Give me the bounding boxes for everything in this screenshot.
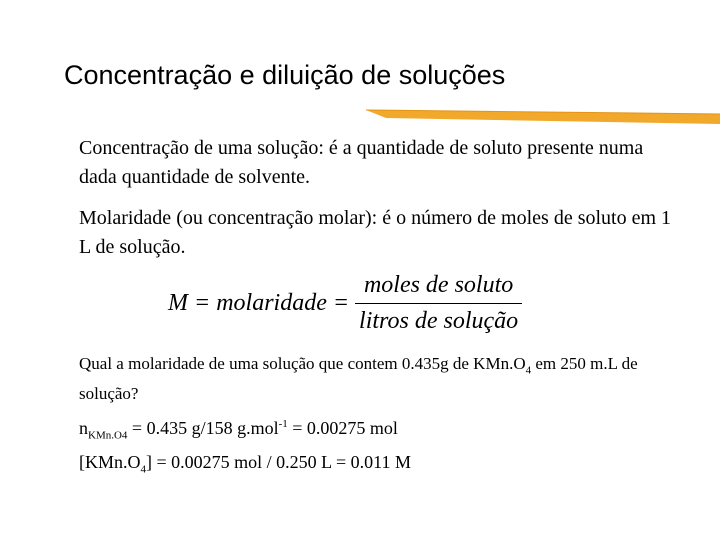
slide-title: Concentração e diluição de soluções [64,60,506,90]
title-underline-decoration [366,104,720,130]
formula-fraction [355,272,522,335]
calculation-moles: $n_{KMn.O4} = 0.435$ g/158 g.mol$^{-1}$ = 0.00275 mol [79,418,398,442]
formula-numerator: moles de soluto [363,272,514,298]
molarity-formula [168,272,522,335]
formula-lhs: M = molaridade = [168,290,350,316]
molarity-definition: Molaridade (ou concentração molar): é o número de moles de soluto em 1 L de solução. [79,207,672,258]
formula-denominator: litros de solução [359,308,519,334]
example-question: Qual a molaridade de uma solução que contem 0.435g de $KMn.O_4$ em 250 m.L de solução? [79,354,638,404]
calculation-molarity: $[KMn.O_4] = 0.00275$ mol / 0.250 L = 0.011 M [79,452,411,476]
concentration-definition: Concentração de uma solução: é a quantidade de soluto presente numa dada quantidade de solvente. [79,137,644,188]
